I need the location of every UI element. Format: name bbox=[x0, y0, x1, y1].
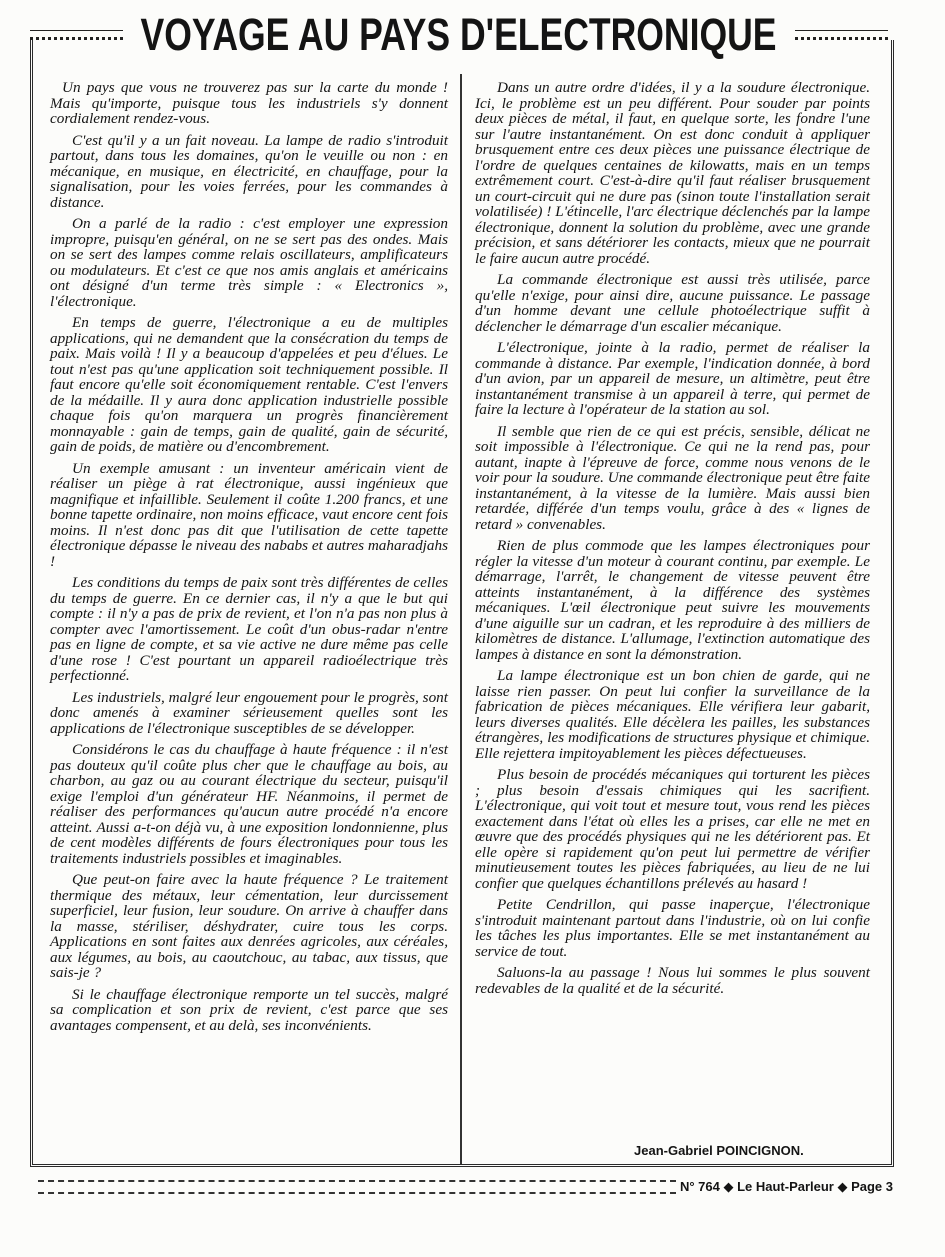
paragraph: Considérons le cas du chauffage à haute fréquence : il n'est pas douteux qu'il coûte plus cher que le chauffage au bois, au charbon, au gaz ou au courant électrique du secteur, puisqu'il exige l'emploi d'un générateur HF. Néanmoins, il permet de réaliser des performances qu'aucun autre procédé n'a encore atteint. Aussi a-t-on déjà vu, à une exposition londonnienne, plus de cent modèles différents de fours électroniques pour tous les traitements industriels possibles et imaginables. bbox=[50, 741, 448, 867]
article-title: VOYAGE AU PAYS D'ELECTRONIQUE bbox=[141, 9, 778, 60]
paragraph: Les conditions du temps de paix sont très différentes de celles du temps de guerre. En ce dernier cas, il n'y a que le but qui compte : il n'y a pas de prix de revient, et l'on n'a pas non plus à compter avec l'amortissement. Le coût d'un obus-radar n'entre pas en ligne de compte, et sa vie active ne dure même pas celle d'une rose ! C'est pourtant un appareil radioélectrique très perfectionné. bbox=[50, 574, 448, 684]
title-row bbox=[30, 10, 888, 60]
paragraph: Les industriels, malgré leur engouement pour le progrès, sont donc amenés à examiner sérieusement quelles sont les applications de l'électronique susceptibles de se développer. bbox=[50, 688, 448, 737]
title-rule-right bbox=[795, 30, 888, 40]
paragraph: On a parlé de la radio : c'est employer une expression impropre, puisqu'en général, on ne se sert pas des ondes. Mais on se sert des lampes comme relais oscillateurs, amplificateurs ou modulateurs. Et c'est ce que nos amis anglais et américains ont désigné d'un terme très simple : « Electronics », l'électronique. bbox=[50, 215, 448, 310]
footer-rule bbox=[38, 1180, 676, 1194]
author-signature: Jean-Gabriel POINCIGNON. bbox=[634, 1143, 804, 1158]
right-column bbox=[475, 80, 870, 1002]
paragraph: Dans un autre ordre d'idées, il y a la soudure électronique. Ici, le problème est un peu différent. Pour souder par points deux pièces de métal, il faut, en quelque sorte, les fondre l'une sur l'autre instantanément. On est donc conduit à appliquer brusquement entre ces deux pièces une puissance électrique de l'ordre de quelques centaines de kilowatts, mais en un temps extrêmement court. C'est-à-dire qu'il faut réaliser brusquement un court-circuit qui ne dure pas (sinon toute l'installation serait volatilisée) ! L'étincelle, l'arc électrique déclenchés par la lampe électronique, donnent la solution du problème, avec une grande précision, et sans détériorer les contacts, mieux que ne pourrait le faire aucun autre procédé. bbox=[475, 79, 870, 267]
page-footer bbox=[38, 1176, 893, 1198]
paragraph: Plus besoin de procédés mécaniques qui torturent les pièces ; plus besoin d'essais chimiques qui les sacrifient. L'électronique, qui voit tout et mesure tout, vous rend les pièces exactement dans l'état où elles les a prises, car elle ne met en œuvre que des procédés physiques qui ne les détériorent pas. Et elle opère si rapidement qu'on peut lui permettre de vérifier minutieusement toutes les pièces fabriquées, au lieu de ne lui confier que quelques échantillons prélevés au hasard ! bbox=[475, 766, 870, 892]
paragraph: L'électronique, jointe à la radio, permet de réaliser la commande à distance. Par exemple, l'indication donnée, à bord d'un avion, par un appareil de mesure, un altimètre, peut être instantanément transmise à un appareil à terre, qui permet de faire la lecture à l'opérateur de la station au sol. bbox=[475, 339, 870, 418]
paragraph: Un exemple amusant : un inventeur américain vient de réaliser un piège à rat électronique, aussi ingénieux que magnifique et infaillible. Seulement il coûte 1.200 francs, et une bonne tapette ordinaire, non moins efficace, vaut encore cent fois moins. Il n'est donc pas dit que l'utilisation de cette tapette électronique dépasse le niveau des nababs et autres maharadjahs ! bbox=[50, 459, 448, 570]
paragraph: Rien de plus commode que les lampes électroniques pour régler la vitesse d'un moteur à courant continu, par exemple. Le démarrage, l'arrêt, le changement de vitesse peuvent être atteints instantanément, à la différence des systèmes mécaniques. L'œil électronique peut suivre les mouvements d'une aiguille sur un cadran, et les reproduire à des milliers de kilomètres de distance. L'allumage, l'extinction automatique des lampes à distance en sont la démonstration. bbox=[475, 537, 870, 663]
title-rule-left bbox=[30, 30, 123, 40]
paragraph: En temps de guerre, l'électronique a eu de multiples applications, qui ne demandent que la consécration du temps de paix. Mais voilà ! Il y a beaucoup d'appelées et peu d'élues. Le tout n'est pas qu'une application soit techniquement possible. Il faut encore qu'elle soit économiquement rentable. C'est l'envers de la médaille. Il y aura donc application industrielle possible chaque fois qu'on marquera un progrès financièrement monnayable : gain de temps, gain de qualité, gain de sécurité, gain de poids, de matière ou d'encombrement. bbox=[50, 314, 448, 455]
column-divider bbox=[460, 74, 463, 1164]
paragraph: Un pays que vous ne trouverez pas sur la carte du monde ! Mais qu'importe, puisque tous les industriels s'y donnent cordialement rendez-vous. bbox=[50, 79, 448, 127]
footer-text: N° 764 ◆ Le Haut-Parleur ◆ Page 3 bbox=[679, 1179, 893, 1194]
left-column bbox=[50, 80, 448, 1039]
paragraph: Saluons-la au passage ! Nous lui sommes le plus souvent redevables de la qualité et de la sécurité. bbox=[475, 964, 870, 997]
paragraph: La commande électronique est aussi très utilisée, parce qu'elle n'exige, pour ainsi dire, aucune puissance. Le passage d'un homme devant une cellule photoélectrique suffit à déclencher le démarrage d'un escalier mécanique. bbox=[475, 271, 870, 335]
paragraph: Que peut-on faire avec la haute fréquence ? Le traitement thermique des métaux, leur cémentation, leur durcissement superficiel, leur fusion, leur soudure. On arrive à chauffer dans la masse, stériliser, déshydrater, cuire tous les corps. Applications en sont faites aux denrées agricoles, aux céréales, aux légumes, au bois, au caoutchouc, au tabac, aux tissus, que sais-je ? bbox=[50, 871, 448, 981]
paragraph: Petite Cendrillon, qui passe inaperçue, l'électronique s'introduit maintenant partout dans l'industrie, où on lui confie les tâches les plus importantes. Elle se met instantanément au service de tout. bbox=[475, 896, 870, 960]
paragraph: Il semble que rien de ce qui est précis, sensible, délicat ne soit impossible à l'électronique. Ce qui ne la rend pas, pour autant, inapte à l'épreuve de force, comme nous venons de le voir pour la soudure. Une commande électronique peut être faite instantanément, à la vitesse de la lumière. Mais aussi bien retardée, différée d'un temps voulu, grâce à des « lignes de retard » convenables. bbox=[475, 422, 870, 533]
paragraph: Si le chauffage électronique remporte un tel succès, malgré sa complication et son prix de revient, c'est parce que ses avantages compensent, et au delà, ses inconvénients. bbox=[50, 985, 448, 1034]
paragraph: La lampe électronique est un bon chien de garde, qui ne laisse rien passer. On peut lui confier la surveillance de la fabrication de pièces mécaniques. Elle vérifiera leur gabarit, leurs diverses qualités. Elle décèlera les pailles, les substances étrangères, les modifications de structures physique et chimique. Elle rejettera impitoyablement les pièces défectueuses. bbox=[475, 667, 870, 762]
paragraph: C'est qu'il y a un fait noveau. La lampe de radio s'introduit partout, dans tous les domaines, qu'on le veuille ou non : en mécanique, en musique, en électricité, en chauffage, pour la signalisation, pour les voies ferrées, pour les commandes à distance. bbox=[50, 131, 448, 211]
